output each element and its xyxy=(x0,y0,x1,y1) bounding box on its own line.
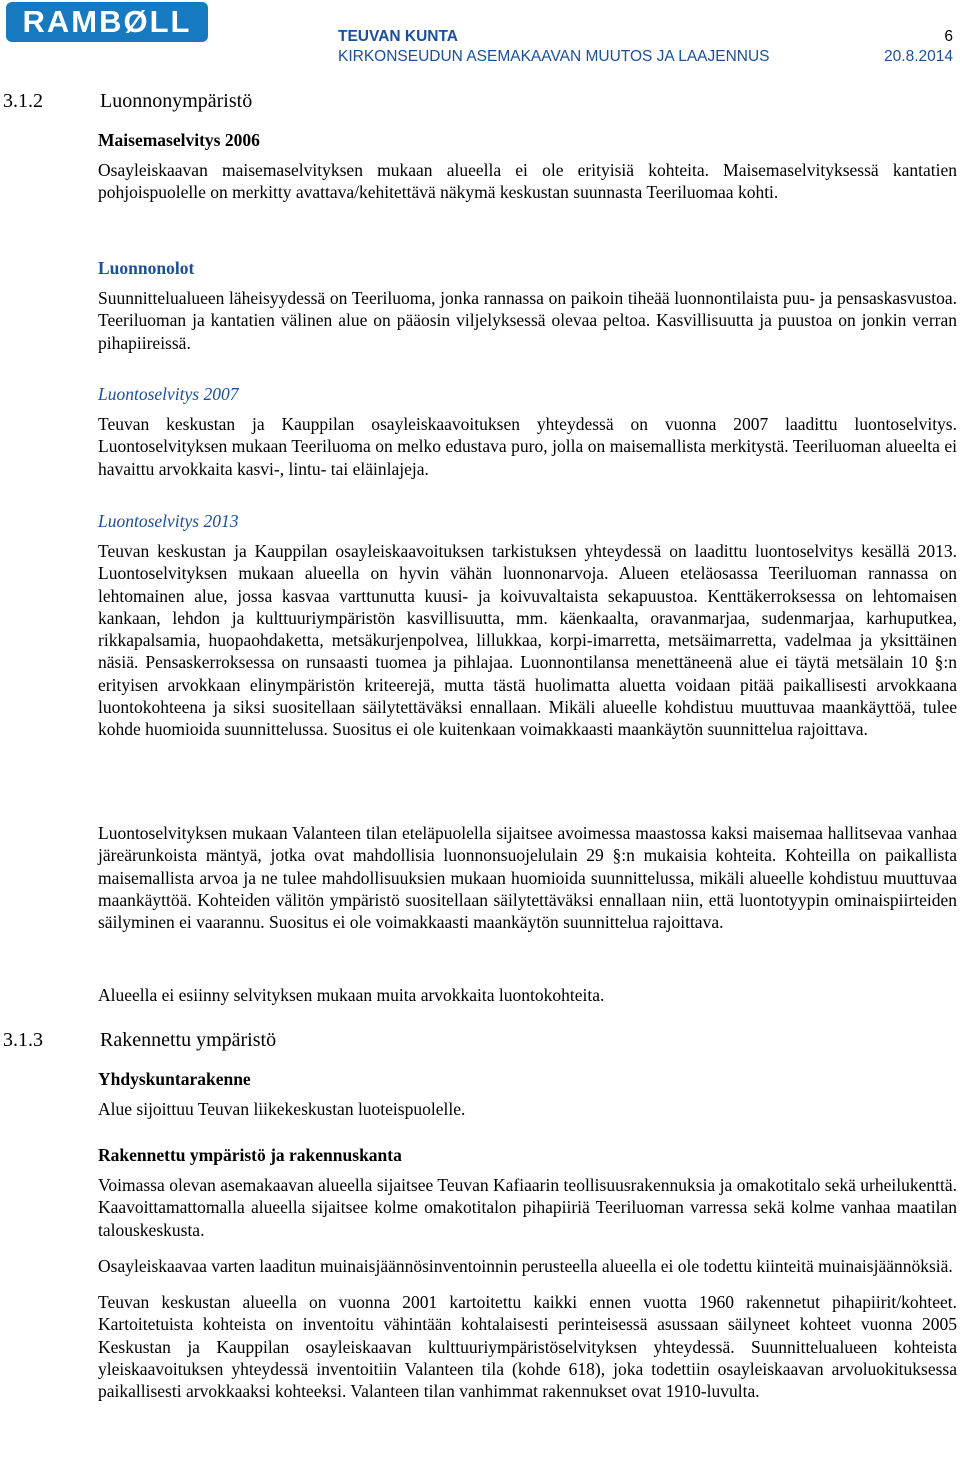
luontoselvitys-2013-heading: Luontoselvitys 2013 xyxy=(98,511,239,531)
rakennettu-heading: Rakennettu ympäristö ja rakennuskanta xyxy=(98,1145,402,1165)
section-title-313: Rakennettu ympäristö xyxy=(100,1029,277,1051)
doc-title: TEUVAN KUNTA xyxy=(338,28,458,45)
rambol-logo: RAMBØLL xyxy=(6,2,208,42)
yhdyskuntarakenne-heading: Yhdyskuntarakenne xyxy=(98,1069,251,1089)
luontoselvitys-2007-text: Teuvan keskustan ja Kauppilan osayleiskaavoituksen yhteydessä on vuonna 2007 laadittu luontoselvitys. Luontoselvityksen mukaan Teeriluoma on melko edustava puro, jolla on maisemallista merkitystä. Teeriluoman alueelta ei havaittu arvokkaita kasvi-, lintu- tai eläinlajeja. xyxy=(98,414,957,479)
luontoselvitys-2013-block xyxy=(98,510,957,741)
luonnonolot-text: Suunnittelualueen läheisyydessä on Teeriluoma, jonka rannassa on paikoin tiheää luonnontilaista puu- ja pensaskasvustoa. Teeriluoman ja kantatien välinen alue on pääosin viljelyksessä olevaa peltoa. Kasvillisuutta ja puustoa on jonkin verran pihapiireissä. xyxy=(98,288,957,353)
section-title-312: Luonnonympäristö xyxy=(100,90,253,112)
rakennettu-text-3: Teuvan keskustan alueella on vuonna 2001 kartoitettu kaikki ennen vuotta 1960 rakennetut pihapiirit/kohteet. Kartoitetuista kohteista on inventoitu vähintään kohtalaisesti perinteisessä asussaan säilyneet kohteet vuonna 2005 Keskustan ja Kauppilan osayleiskaavan kulttuuriympäristöselvityksen yhteydessä. Suunnittelualueen kohteista yleiskaavoituksen yhteydessä inventoitiin Valanteen tila (kohde 618), joka todettiin osayleiskaavan arvoluokituksessa paikallisesti arvokkaaksi kohteeksi. Valanteen tilan vanhimmat rakennukset ovat 1910-luvulta. xyxy=(98,1292,957,1402)
doc-date: 20.8.2014 xyxy=(884,48,953,65)
doc-subtitle: KIRKONSEUDUN ASEMAKAAVAN MUUTOS JA LAAJENNUS xyxy=(338,48,770,65)
maisemaselvitys-block xyxy=(98,129,957,204)
luontoselvitys-2007-block xyxy=(98,383,957,480)
luonnonolot-block xyxy=(98,257,957,354)
maisemaselvitys-heading: Maisemaselvitys 2006 xyxy=(98,130,260,150)
maisemaselvitys-text: Osayleiskaavan maisemaselvityksen mukaan alueella ei ole erityisiä kohteita. Maisemaselvityksessä kantatien pohjoispuolelle on merkitty avattava/kehitettävä näkymä keskustan suunnasta Teeriluomaa kohti. xyxy=(98,160,957,203)
rakennettu-text-2: Osayleiskaavaa varten laaditun muinaisjäännösinventoinnin perusteella alueella ei ole todettu kiinteitä muinaisjäännöksiä. xyxy=(98,1255,953,1276)
luontoselvitys-2007-heading: Luontoselvitys 2007 xyxy=(98,384,239,404)
valanne-text: Luontoselvityksen mukaan Valanteen tilan eteläpuolella sijaitsee avoimessa maastossa kaksi maisemaa hallitsevaa vanhaa järeärunkoista mäntyä, jotka ovat mahdollisia luonnonsuojelulain 29 §:n mukaisia kohteita. Kohteilla on paikallista maisemallista arvoa ja ne tulee mahdollisuuksien mukaan huomioida suunnittelussa, mikäli alueelle kohdistuu muuttuvaa maankäyttöä. Kohteiden välitön ympäristö suositellaan säilytettäväksi ennallaan niin, että luontotyypin ominaispiirteiden säilyminen ei vaarannu. Suositus ei ole voimakkaasti maankäytön suunnittelua rajoittava. xyxy=(98,823,957,933)
section-number-312: 3.1.2 xyxy=(3,90,43,112)
luontoselvitys-2013-text: Teuvan keskustan ja Kauppilan osayleiskaavoituksen tarkistuksen yhteydessä on laadittu luontoselvitys kesällä 2013. Luontoselvityksen mukaan alueella on hyvin vähän luonnonarvoja. Alueen eteläosassa Teeriluoman rannassa on lehtomainen alue, jossa kasvaa varttunutta kuusi- ja koivuvaltaista sekapuustoa. Kenttäkerroksessa on lehtomaisen kankaan, lehdon ja kulttuuriympäristön kasvillisuutta, mm. käenkaalta, oravanmarjaa, sudenmarjaa, karhuputkea, rikkapalsamia, huopaohdaketta, metsäkurjenpolvea, lillukkaa, korpi-imarretta, metsäimarretta, vadelmaa ja yksittäinen näsiä. Pensaskerroksessa on runsaasti tuomea ja pihlajaa. Luonnontilansa menettäneenä alue ei täytä metsälain 10 §:n erityisen arvokkaan elinympäristön kriteerejä, mutta tästä huolimatta aluetta voidaan pitää paikallisesti arvokkaana luontokohteena ja siksi suositellaan säilytettäväksi ennallaan. Mikäli alueelle kohdistuu muuttuvaa maankäyttöä, tulee kohde huomioida suunnittelussa. Suositus ei ole kuitenkaan voimakkaasti maankäytön suunnittelua rajoittava. xyxy=(98,541,957,740)
valanne-block xyxy=(98,822,957,933)
yhdyskuntarakenne-text: Alue sijoittuu Teuvan liikekeskustan luoteispuolelle. xyxy=(98,1099,466,1119)
page-number: 6 xyxy=(944,28,953,45)
other-sites-block xyxy=(98,984,957,1006)
other-sites-text: Alueella ei esiinny selvityksen mukaan muita arvokkaita luontokohteita. xyxy=(98,985,605,1005)
luonnonolot-heading: Luonnonolot xyxy=(98,258,195,278)
section-number-313: 3.1.3 xyxy=(3,1029,43,1051)
yhdyskuntarakenne-block xyxy=(98,1068,957,1120)
rakennettu-block xyxy=(98,1144,957,1403)
rakennettu-text-1: Voimassa olevan asemakaavan alueella sijaitsee Teuvan Kafiaarin teollisuusrakennuksia ja omakotitalo sekä urheilukenttä. Kaavoittamattomalla alueella sijaitsee kolme omakotitalon pihapiiriä Teeriluoman varressa sekä kolme vanhaa maatilan talouskeskusta. xyxy=(98,1175,957,1240)
